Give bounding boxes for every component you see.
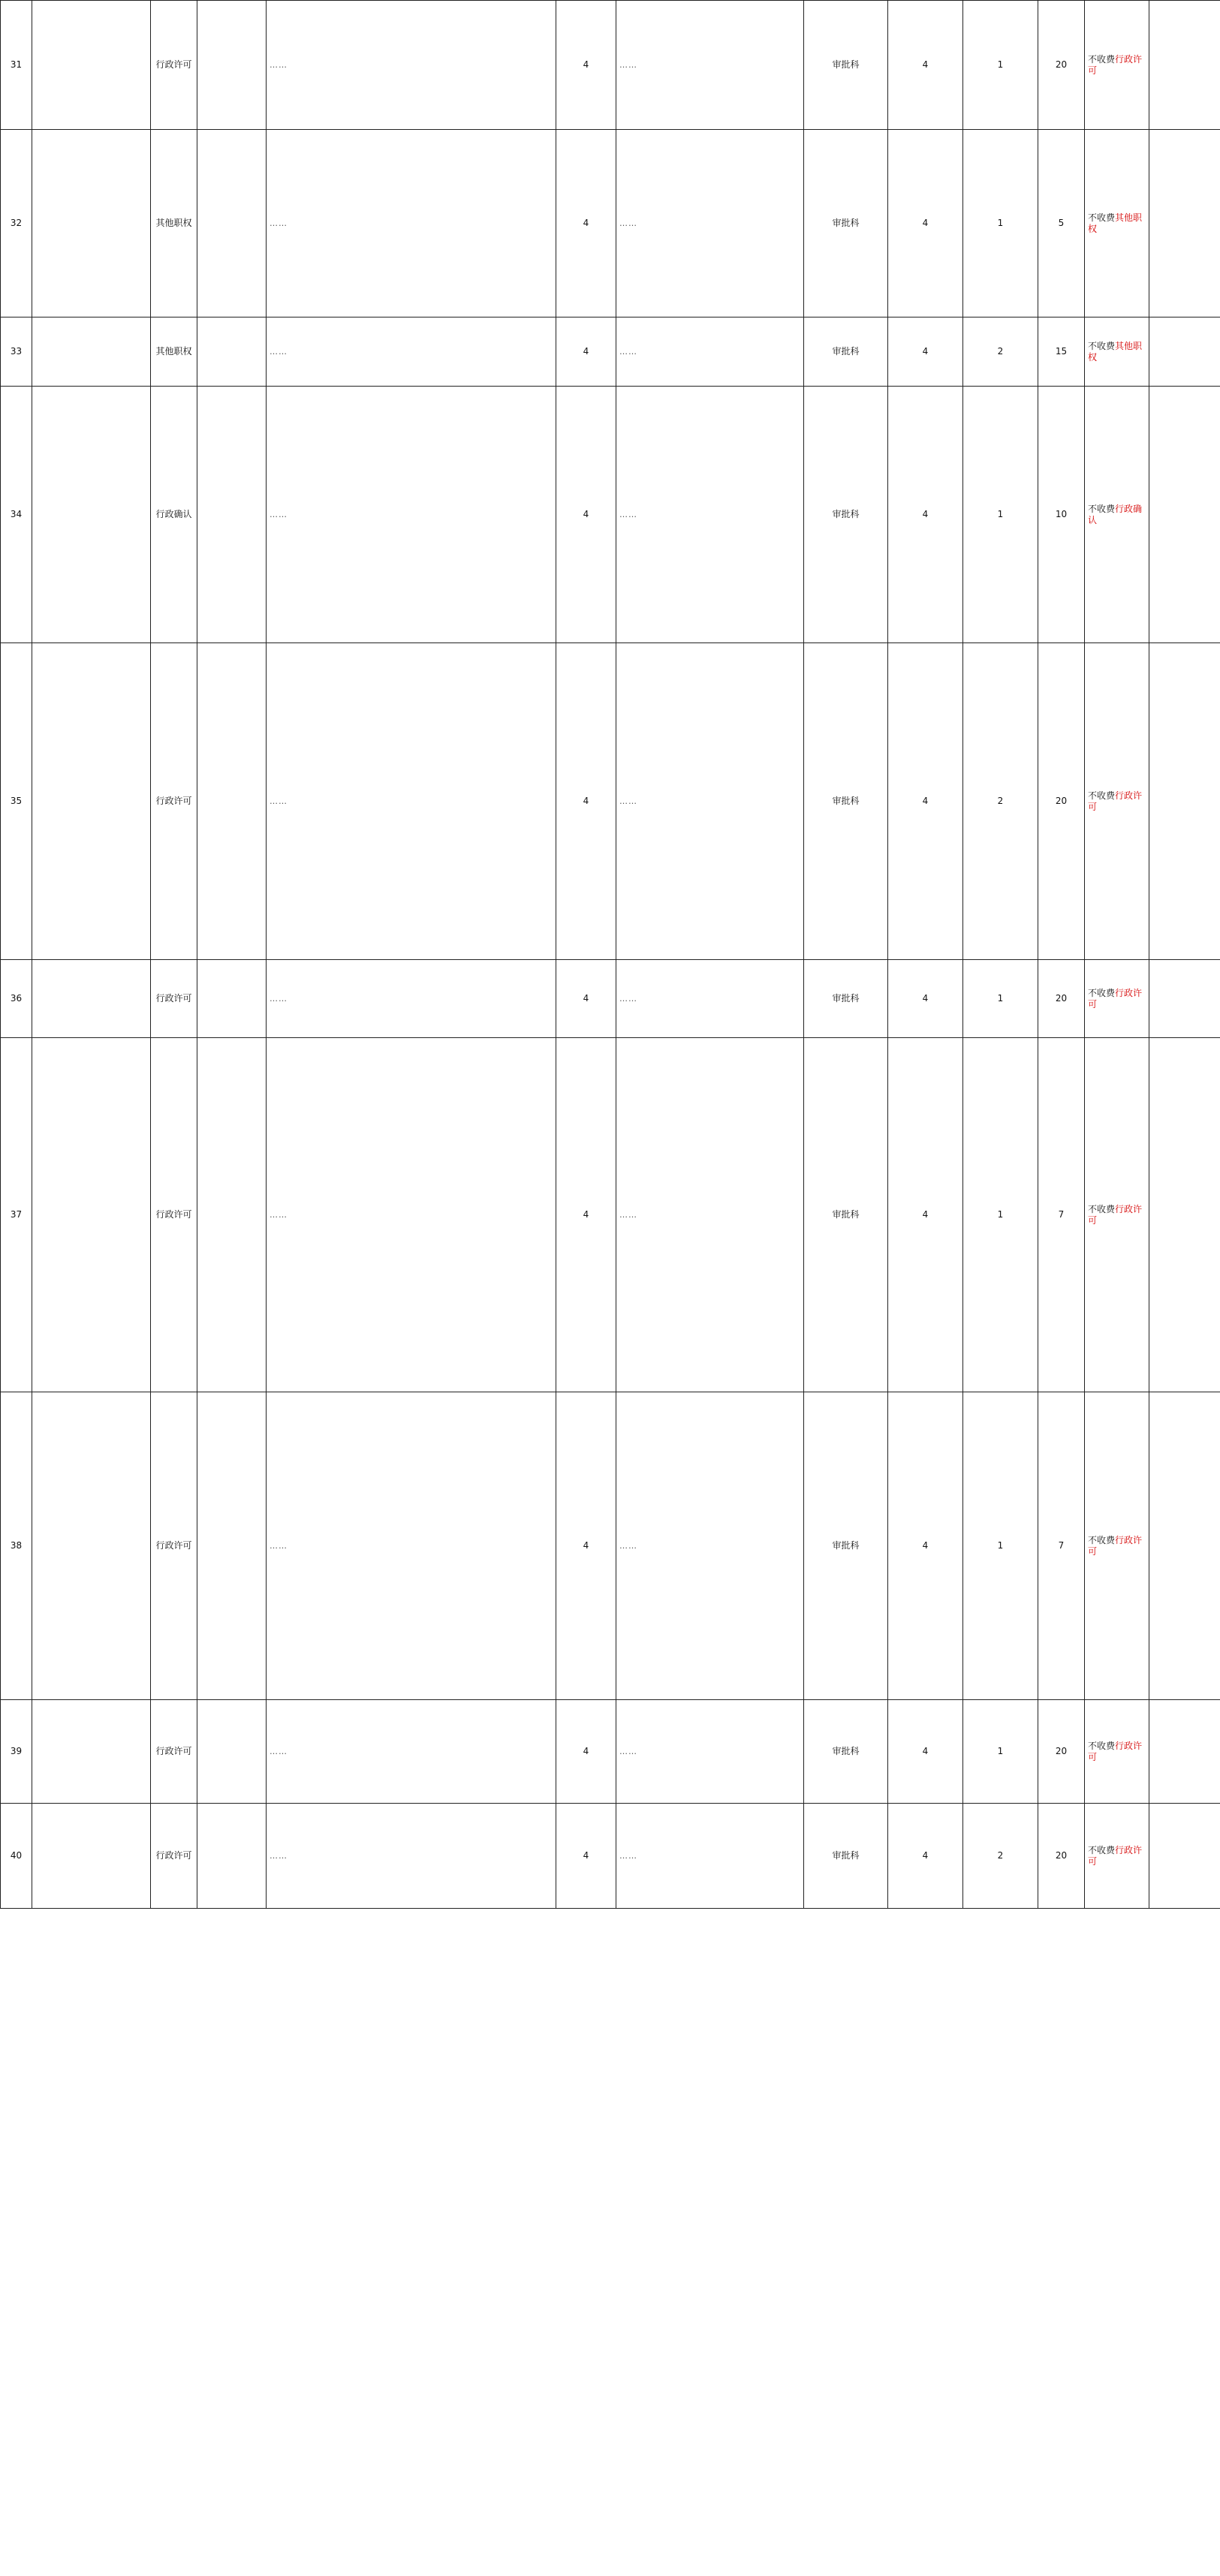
power-type: 行政许可 [151, 643, 197, 960]
category-text: 行政许可 [1088, 790, 1143, 812]
department [197, 643, 267, 960]
power-type: 行政许可 [151, 960, 197, 1038]
fee-and-category [1085, 960, 1149, 1038]
col-count-a: 4 [556, 960, 616, 1038]
row-number: 33 [1, 317, 32, 387]
handling-office: 审批科 [804, 1700, 888, 1804]
item-name [32, 643, 151, 960]
fee-and-category [1085, 317, 1149, 387]
category-text: 行政确认 [1088, 503, 1143, 525]
col-count-a: 4 [556, 130, 616, 317]
power-type: 行政许可 [151, 1038, 197, 1392]
col-count-a: 4 [556, 1, 616, 130]
table-row [1, 1700, 1220, 1804]
issuing-unit [1149, 130, 1220, 317]
fee-text: 不收费 [1088, 53, 1116, 65]
row-number: 31 [1, 1, 32, 130]
col-count-b: 4 [888, 1038, 963, 1392]
power-type: 其他职权 [151, 130, 197, 317]
time-limit-days: 15 [1038, 317, 1085, 387]
row-number: 38 [1, 1392, 32, 1700]
col-count-b: 4 [888, 1700, 963, 1804]
fee-text: 不收费 [1088, 503, 1116, 514]
issuing-unit [1149, 643, 1220, 960]
col-count-c: 1 [963, 1038, 1038, 1392]
category-text: 行政许可 [1088, 1203, 1143, 1226]
col-count-c: 1 [963, 1, 1038, 130]
category-text: 行政许可 [1088, 53, 1143, 76]
col-count-a: 4 [556, 1700, 616, 1804]
col-count-c: 2 [963, 643, 1038, 960]
time-limit-days: 5 [1038, 130, 1085, 317]
table-row [1, 1038, 1220, 1392]
fee-and-category [1085, 387, 1149, 643]
department [197, 1804, 267, 1909]
handling-office: 审批科 [804, 130, 888, 317]
responsibility: …… [616, 317, 804, 387]
fee-text: 不收费 [1088, 1740, 1116, 1751]
department [197, 1392, 267, 1700]
power-type: 其他职权 [151, 317, 197, 387]
power-type: 行政许可 [151, 1700, 197, 1804]
handling-office: 审批科 [804, 643, 888, 960]
row-number: 37 [1, 1038, 32, 1392]
item-name [32, 1700, 151, 1804]
issuing-unit [1149, 1700, 1220, 1804]
col-count-c: 2 [963, 1804, 1038, 1909]
col-count-a: 4 [556, 387, 616, 643]
department [197, 960, 267, 1038]
department [197, 1038, 267, 1392]
fee-text: 不收费 [1088, 1203, 1116, 1214]
table-row [1, 1, 1220, 130]
fee-text: 不收费 [1088, 212, 1116, 223]
fee-text: 不收费 [1088, 340, 1116, 351]
power-type: 行政许可 [151, 1804, 197, 1909]
fee-and-category [1085, 1804, 1149, 1909]
item-name [32, 1804, 151, 1909]
col-count-b: 4 [888, 387, 963, 643]
time-limit-days: 7 [1038, 1038, 1085, 1392]
issuing-unit [1149, 387, 1220, 643]
row-number: 35 [1, 643, 32, 960]
fee-and-category [1085, 1038, 1149, 1392]
issuing-unit [1149, 317, 1220, 387]
handling-office: 审批科 [804, 1, 888, 130]
table-row [1, 387, 1220, 643]
col-count-b: 4 [888, 960, 963, 1038]
category-text: 行政许可 [1088, 1740, 1143, 1762]
fee-and-category [1085, 1, 1149, 130]
item-name [32, 317, 151, 387]
fee-and-category [1085, 1700, 1149, 1804]
handling-office: 审批科 [804, 1804, 888, 1909]
responsibility: …… [616, 130, 804, 317]
time-limit-days: 7 [1038, 1392, 1085, 1700]
row-number: 34 [1, 387, 32, 643]
issuing-unit [1149, 1038, 1220, 1392]
item-name [32, 1392, 151, 1700]
time-limit-days: 20 [1038, 1, 1085, 130]
legal-basis: …… [267, 1, 556, 130]
department [197, 1700, 267, 1804]
legal-basis: …… [267, 387, 556, 643]
table-row [1, 130, 1220, 317]
issuing-unit [1149, 960, 1220, 1038]
fee-and-category [1085, 643, 1149, 960]
item-name [32, 130, 151, 317]
category-text: 行政许可 [1088, 1534, 1143, 1557]
col-count-c: 1 [963, 387, 1038, 643]
legal-basis: …… [267, 643, 556, 960]
fee-text: 不收费 [1088, 790, 1116, 801]
col-count-b: 4 [888, 1, 963, 130]
responsibility: …… [616, 1804, 804, 1909]
category-text: 行政许可 [1088, 1844, 1143, 1867]
col-count-b: 4 [888, 643, 963, 960]
row-number: 32 [1, 130, 32, 317]
department [197, 130, 267, 317]
col-count-c: 1 [963, 130, 1038, 317]
item-name [32, 1038, 151, 1392]
col-count-a: 4 [556, 317, 616, 387]
handling-office: 审批科 [804, 387, 888, 643]
responsibility: …… [616, 1, 804, 130]
row-number: 40 [1, 1804, 32, 1909]
issuing-unit [1149, 1392, 1220, 1700]
col-count-a: 4 [556, 643, 616, 960]
handling-office: 审批科 [804, 960, 888, 1038]
legal-basis: …… [267, 1038, 556, 1392]
fee-and-category [1085, 130, 1149, 317]
fee-text: 不收费 [1088, 1844, 1116, 1855]
issuing-unit [1149, 1804, 1220, 1909]
responsibility: …… [616, 643, 804, 960]
handling-office: 审批科 [804, 1392, 888, 1700]
legal-basis: …… [267, 1392, 556, 1700]
responsibility: …… [616, 960, 804, 1038]
legal-basis: …… [267, 960, 556, 1038]
col-count-a: 4 [556, 1392, 616, 1700]
col-count-b: 4 [888, 130, 963, 317]
item-name [32, 960, 151, 1038]
col-count-c: 1 [963, 1392, 1038, 1700]
department [197, 387, 267, 643]
col-count-b: 4 [888, 1804, 963, 1909]
time-limit-days: 20 [1038, 1700, 1085, 1804]
legal-basis: …… [267, 1804, 556, 1909]
item-name [32, 387, 151, 643]
responsibility: …… [616, 1392, 804, 1700]
col-count-b: 4 [888, 317, 963, 387]
time-limit-days: 20 [1038, 960, 1085, 1038]
power-type: 行政许可 [151, 1, 197, 130]
time-limit-days: 20 [1038, 1804, 1085, 1909]
fee-and-category [1085, 1392, 1149, 1700]
row-number: 36 [1, 960, 32, 1038]
time-limit-days: 20 [1038, 643, 1085, 960]
col-count-a: 4 [556, 1804, 616, 1909]
col-count-c: 1 [963, 960, 1038, 1038]
legal-basis: …… [267, 130, 556, 317]
item-name [32, 1, 151, 130]
col-count-a: 4 [556, 1038, 616, 1392]
row-number: 39 [1, 1700, 32, 1804]
fee-text: 不收费 [1088, 1534, 1116, 1545]
legal-basis: …… [267, 317, 556, 387]
handling-office: 审批科 [804, 1038, 888, 1392]
table-row [1, 317, 1220, 387]
col-count-b: 4 [888, 1392, 963, 1700]
table-row [1, 960, 1220, 1038]
category-text: 行政许可 [1088, 987, 1143, 1010]
time-limit-days: 10 [1038, 387, 1085, 643]
power-type: 行政许可 [151, 1392, 197, 1700]
table-row [1, 1392, 1220, 1700]
fee-text: 不收费 [1088, 987, 1116, 998]
power-type: 行政确认 [151, 387, 197, 643]
responsibility: …… [616, 387, 804, 643]
category-text: 其他职权 [1088, 340, 1143, 363]
responsibility: …… [616, 1700, 804, 1804]
department [197, 1, 267, 130]
handling-office: 审批科 [804, 317, 888, 387]
department [197, 317, 267, 387]
legal-basis: …… [267, 1700, 556, 1804]
table-row [1, 1804, 1220, 1909]
responsibility: …… [616, 1038, 804, 1392]
table-row [1, 643, 1220, 960]
col-count-c: 2 [963, 317, 1038, 387]
issuing-unit [1149, 1, 1220, 130]
category-text: 其他职权 [1088, 212, 1143, 234]
col-count-c: 1 [963, 1700, 1038, 1804]
